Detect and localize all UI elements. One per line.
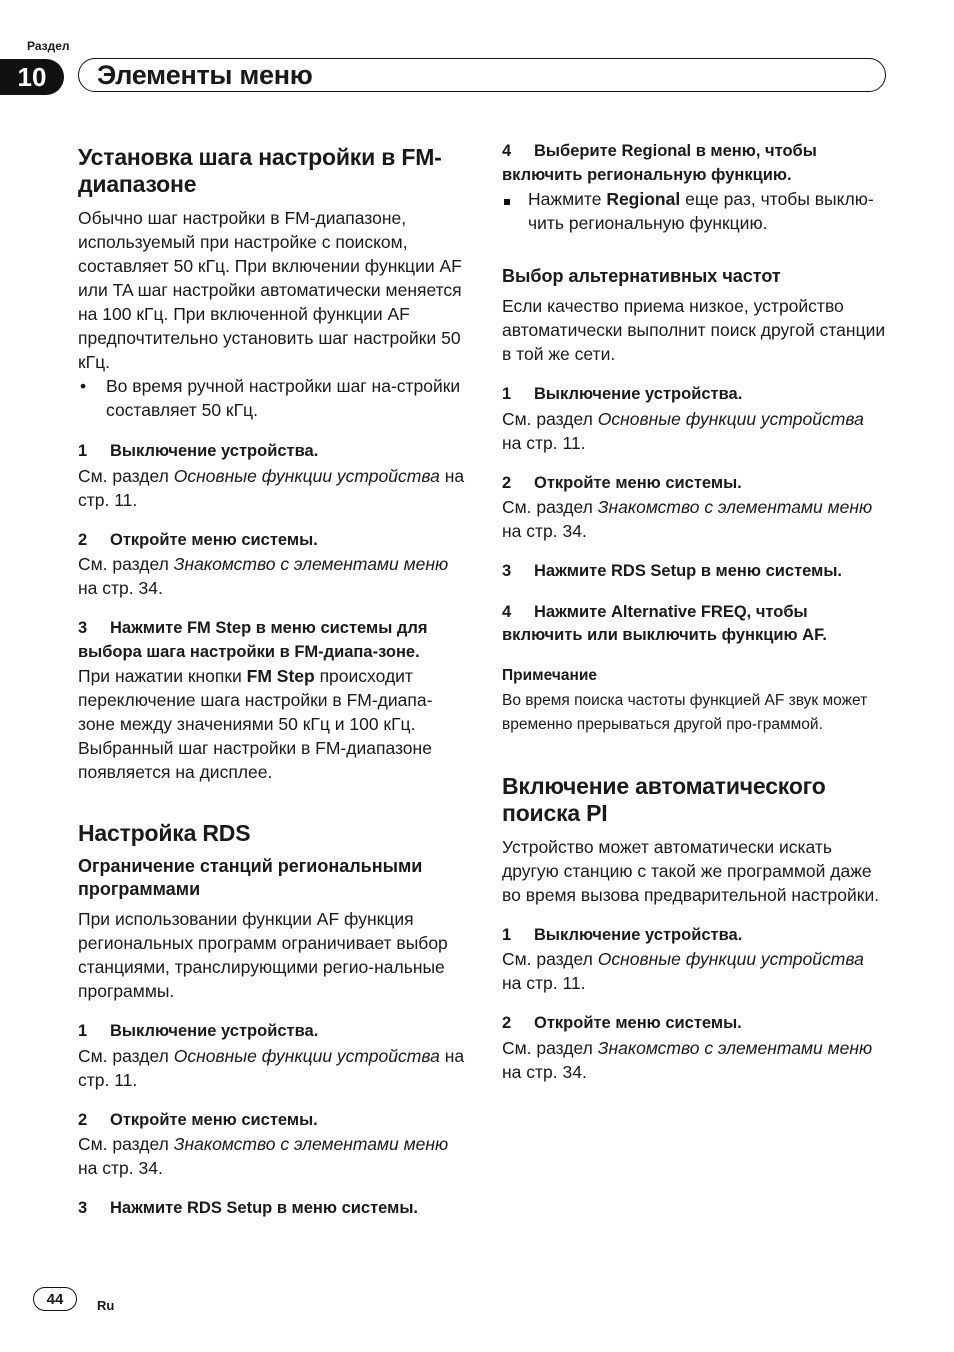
language-code: Ru: [97, 1298, 115, 1313]
step-ref: См. раздел Знакомство с элементами меню на стр. 34.: [78, 1134, 449, 1178]
step-ref: См. раздел Знакомство с элементами меню на стр. 34.: [78, 554, 449, 598]
heading-rds-setup: Настройка RDS: [78, 820, 251, 846]
step-power-off: 1 Выключение устройства.: [502, 925, 743, 944]
paragraph-regional: При использовании функции AF функция региональных программ ограничивает выбор станциями, транслирующими регио-нальные программы.: [78, 909, 448, 1001]
step-open-menu: 2 Откройте меню системы.: [502, 1014, 742, 1032]
bullet-dot-icon: •: [80, 376, 87, 396]
bullet-text: Во время ручной настройки шаг на-стройки составляет 50 кГц.: [106, 376, 461, 420]
step-ref: См. раздел Основные функции устройства на стр. 11.: [502, 408, 864, 453]
bullet-manual-tuning: [78, 374, 466, 422]
right-column: [502, 140, 888, 1084]
subheading-regional: Ограничение станций региональными программами: [78, 856, 423, 899]
step-power-off: 1 Выключение устройства.: [502, 385, 743, 403]
left-column: [78, 140, 466, 1221]
step-open-menu: 2 Откройте меню системы.: [78, 530, 318, 549]
step-ref: См. раздел Основные функции устройства на стр. 11.: [502, 949, 864, 993]
paragraph-fm-step-detail: При нажатии кнопки FM Step происходит переключение шага настройки в FM-диапа-зоне между значениями 50 кГц и 100 кГц. Выбранный шаг настройки в FM-диапазоне появляется на дисплее.: [78, 666, 433, 782]
step-rds-setup: 3 Нажмите RDS Setup в меню системы.: [78, 1199, 418, 1217]
step-power-off: 1 Выключение устройства.: [78, 1022, 319, 1040]
chapter-title: Элементы меню: [78, 58, 886, 92]
bullet-text: Нажмите Regional еще раз, чтобы выклю-чить региональную функцию.: [528, 189, 874, 233]
subheading-alt-freq: Выбор альтернативных частот: [502, 266, 781, 286]
section-number-tab: 10: [0, 59, 64, 95]
step-open-menu: 2 Откройте меню системы.: [78, 1110, 318, 1129]
step-open-menu: 2 Откройте меню системы.: [502, 473, 742, 492]
step-ref: См. раздел Основные функции устройства на стр. 11.: [78, 1045, 465, 1090]
page-number: 44: [33, 1287, 77, 1311]
note-title: Примечание: [502, 666, 597, 684]
section-label: Раздел: [27, 39, 70, 53]
heading-fm-step: Установка шага настройки в FM-диапазоне: [78, 144, 442, 197]
step-fm-step: 3 Нажмите FM Step в меню системы для выбора шага настройки в FM-диапа-зоне.: [78, 619, 428, 661]
paragraph-pi-search: Устройство может автоматически искать другую станцию с такой же программой даже во время вызова предварительной настройки.: [502, 836, 880, 905]
square-bullet-icon: [502, 187, 528, 235]
note-text: Во время поиска частоты функцией AF звук может временно прерываться другой про-граммой.: [502, 691, 868, 733]
bullet-regional-off: [502, 187, 888, 235]
paragraph-alt-freq: Если качество приема низкое, устройство автоматически выполнит поиск другой станции в той же сети.: [502, 296, 886, 364]
step-alt-freq: 4 Нажмите Alternative FREQ, чтобы включить или выключить функцию AF.: [502, 602, 827, 644]
paragraph-fm-step-intro: Обычно шаг настройки в FM-диапазоне, используемый при настройке с поиском, составляет 50 кГц. При включении функции AF или TA шаг настройки автоматически меняется на 100 кГц. При включенной функции AF предпочтительно установить шаг настройки 50 кГц.: [78, 208, 462, 372]
step-power-off: 1 Выключение устройства.: [78, 442, 319, 460]
step-ref: См. раздел Знакомство с элементами меню на стр. 34.: [502, 1037, 873, 1082]
step-ref: См. раздел Знакомство с элементами меню на стр. 34.: [502, 497, 873, 541]
step-rds-setup: 3 Нажмите RDS Setup в меню системы.: [502, 562, 842, 580]
step-regional: 4 Выберите Regional в меню, чтобы включить региональную функцию.: [502, 142, 817, 184]
step-ref: См. раздел Основные функции устройства на стр. 11.: [78, 465, 465, 510]
heading-pi-search: Включение автоматического поиска PI: [502, 772, 826, 826]
